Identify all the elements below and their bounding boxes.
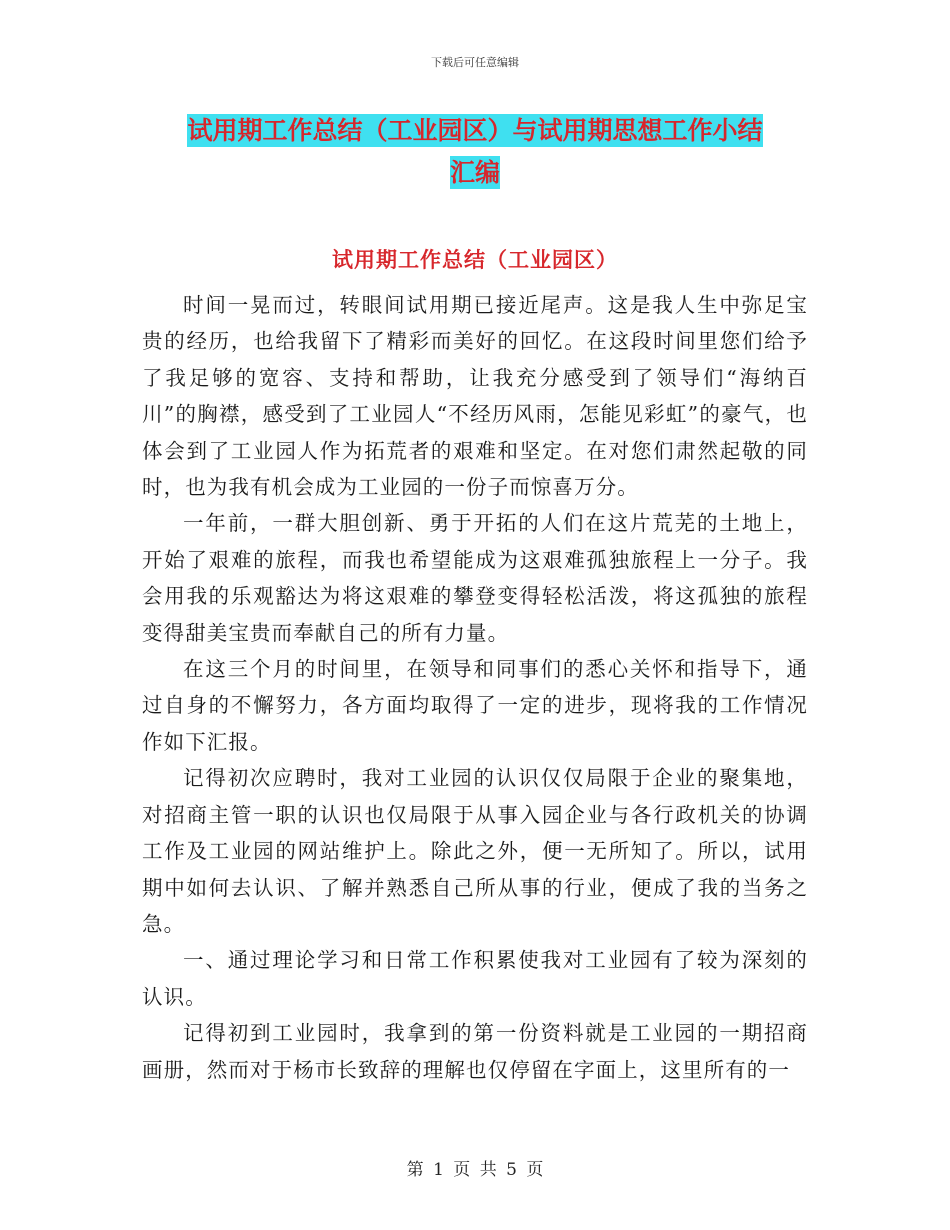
paragraph: 时间一晃而过，转眼间试用期已接近尾声。这是我人生中弥足宝贵的经历，也给我留下了精彩而美好的回忆。在这段时间里您们给予了我足够的宽容、支持和帮助，让我充分感受到了领导们“海纳百川”的胸襟，感受到了工业园人“不经历风雨，怎能见彩虹”的豪气，也体会到了工业园人作为拓荒者的艰难和坚定。在对您们肃然起敬的同时，也为我有机会成为工业园的一份子而惊喜万分。 — [142, 293, 808, 500]
document-title — [140, 110, 810, 194]
paragraph: 在这三个月的时间里，在领导和同事们的悉心关怀和指导下，通过自身的不懈努力，各方面均取得了一定的进步，现将我的工作情况作如下汇报。 — [142, 657, 808, 754]
page-header: 下载后可任意编辑 — [431, 56, 519, 69]
body-text — [142, 287, 808, 1088]
document-title-line1: 试用期工作总结（工业园区）与试用期思想工作小结 — [187, 116, 763, 145]
document-title-line2: 汇编 — [449, 158, 500, 187]
paragraph: 记得初到工业园时，我拿到的第一份资料就是工业园的一期招商画册，然而对于杨市长致辞的理解也仅停留在字面上，这里所有的一 — [142, 1021, 808, 1082]
paragraph: 一年前，一群大胆创新、勇于开拓的人们在这片荒芜的土地上，开始了艰难的旅程，而我也希望能成为这艰难孤独旅程上一分子。我会用我的乐观豁达为将这艰难的攀登变得轻松活泼，将这孤独的旅程变得甜美宝贵而奉献自己的所有力量。 — [142, 511, 808, 645]
paragraph: 记得初次应聘时，我对工业园的认识仅仅局限于企业的聚集地，对招商主管一职的认识也仅局限于从事入园企业与各行政机关的协调工作及工业园的网站维护上。除此之外，便一无所知了。所以，试用期中如何去认识、了解并熟悉自己所从事的行业，便成了我的当务之急。 — [142, 766, 808, 936]
page-footer: 第 1 页 共 5 页 — [406, 1160, 544, 1180]
section-title: 试用期工作总结（工业园区） — [332, 248, 618, 272]
paragraph: 一、通过理论学习和日常工作积累使我对工业园有了较为深刻的认识。 — [142, 948, 808, 1009]
